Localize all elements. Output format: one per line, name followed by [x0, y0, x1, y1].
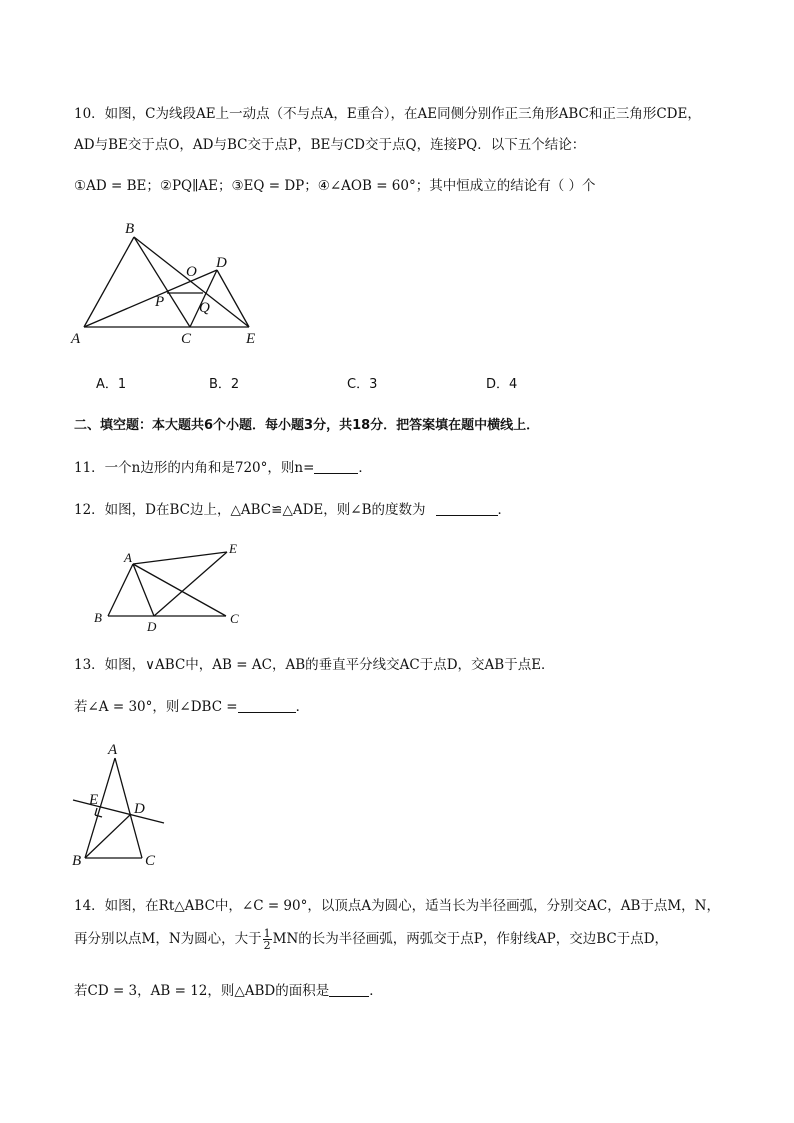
label-O: O [186, 264, 197, 280]
q14-line-1: 14．如图，在Rt△ABC中，∠C = 90°，以顶点A为圆心，适当长为半径画弧，分别交AC，AB于点M，N， [74, 898, 720, 914]
label-C: C [145, 853, 156, 869]
q11-end: ． [358, 460, 372, 476]
label-A: A [108, 742, 118, 758]
q13-end: ． [295, 699, 310, 715]
label-D: D [134, 801, 145, 817]
right-angle-mark-1 [95, 808, 97, 815]
label-A: A [124, 550, 132, 565]
option-d[interactable]: D．4 [486, 377, 518, 392]
q12-text: 12．如图，D在BC边上，△ABC≌△ADE，则∠B的度数为 [74, 502, 426, 518]
q10-line-3: ①AD = BE；②PQ∥AE；③EQ = DP；④∠AOB = 60°；其中恒成立的结论有（ ）个 [74, 178, 596, 194]
label-B: B [125, 221, 135, 237]
q12-end: ． [497, 502, 511, 518]
q10-line-1: 10．如图，C为线段AE上一动点（不与点A，E重合），在AE同侧分别作正三角形ABC和正三角形CDE， [74, 106, 701, 122]
right-angle-mark-2 [95, 815, 102, 817]
label-Q: Q [199, 300, 210, 316]
fraction-numerator: 1 [263, 927, 271, 940]
label-C: C [230, 611, 239, 626]
q14-answer-blank[interactable] [329, 982, 369, 997]
fraction-one-half [263, 928, 272, 951]
q14-text: 若CD = 3，AB = 12，则△ABD的面积是 [74, 983, 330, 999]
label-D: D [147, 619, 157, 634]
label-C: C [181, 331, 192, 347]
label-E: E [89, 792, 99, 808]
q14-line-3 [74, 981, 383, 1001]
q13-text: 若∠A = 30°，则∠DBC = [74, 699, 238, 715]
option-b[interactable]: B．2 [209, 377, 240, 392]
q14-line-2 [74, 928, 668, 951]
option-c[interactable]: C．3 [347, 377, 378, 392]
label-B: B [94, 610, 102, 625]
label-E: E [246, 331, 256, 347]
q11-text: 11．一个n边形的内角和是720°，则n= [74, 460, 315, 476]
label-A: A [71, 331, 81, 347]
q14-end: ． [369, 983, 383, 999]
label-P: P [155, 294, 165, 310]
perpendicular-bisector [73, 800, 164, 823]
q14-line-2-post: MN的长为半径画弧，两弧交于点P，作射线AP，交边BC于点D， [272, 931, 669, 947]
section-2-heading: 二、填空题：本大题共6个小题．每小题3分，共18分．把答案填在题中横线上． [74, 418, 540, 433]
label-E: E [229, 541, 237, 556]
q10-line-2: AD与BE交于点O，AD与BC交于点P，BE与CD交于点Q，连接PQ．以下五个结论： [74, 137, 586, 153]
fraction-denominator: 2 [263, 939, 271, 952]
q14-line-2-pre: 再分别以点M，N为圆心，大于 [74, 931, 262, 947]
label-B: B [72, 853, 82, 869]
q13-line-1: 13．如图，∨ABC中，AB = AC，AB的垂直平分线交AC于点D，交AB于点E． [74, 657, 555, 673]
label-D: D [216, 255, 227, 271]
option-a[interactable]: A．1 [96, 377, 127, 392]
